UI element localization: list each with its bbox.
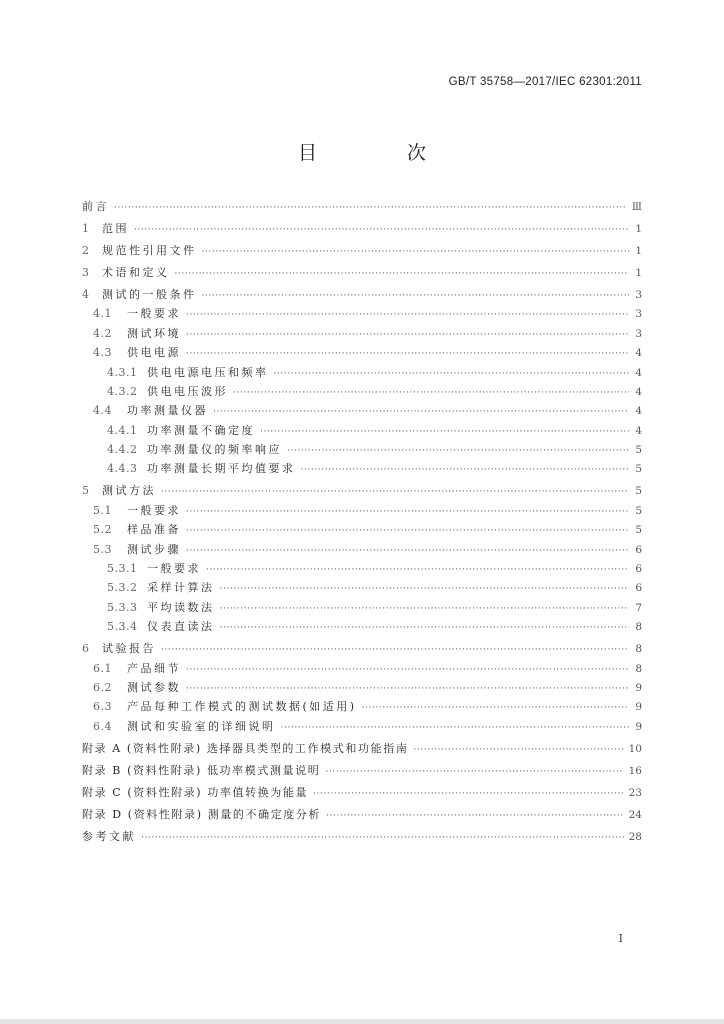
toc-entry-page: 8 xyxy=(635,621,642,634)
toc-entry-title: 附录 A (资料性附录) 选择器具类型的工作模式和功能指南 xyxy=(82,741,409,755)
toc-entry-number: 4.3.1 xyxy=(107,365,138,379)
toc-dot-leader xyxy=(186,542,629,561)
toc-entry-page: 6 xyxy=(635,543,642,556)
toc-entry[interactable] xyxy=(82,241,642,260)
standard-code: GB/T 35758—2017/IEC 62301:2011 xyxy=(448,76,642,88)
toc-entry-page: 8 xyxy=(635,662,642,675)
toc-entry[interactable] xyxy=(82,343,642,362)
toc-entry[interactable] xyxy=(82,739,642,758)
toc-entry-number: 5.3 xyxy=(93,542,112,556)
toc-entry-page: 4 xyxy=(635,424,642,437)
toc-entry-title: 附录 C (资料性附录) 功率值转换为能量 xyxy=(82,785,309,799)
toc-entry-page: 8 xyxy=(635,643,642,656)
toc-entry-title: 仪表直读法 xyxy=(147,620,215,634)
toc-entry-page: Ⅲ xyxy=(631,201,642,213)
toc-entry[interactable] xyxy=(82,459,642,478)
toc-entry-page: 5 xyxy=(635,504,642,517)
toc-dot-leader xyxy=(233,384,629,403)
toc-entry-title: 测试和实验室的详细说明 xyxy=(127,719,276,733)
toc-entry[interactable] xyxy=(82,520,642,539)
toc-dot-leader xyxy=(220,600,630,619)
toc-entry[interactable] xyxy=(82,598,642,617)
toc-entry-page: 1 xyxy=(635,222,642,235)
toc-entry[interactable] xyxy=(82,263,642,282)
toc-entry[interactable] xyxy=(82,324,642,343)
toc-entry-title: 测试方法 xyxy=(102,484,156,498)
toc-entry-number: 5.3.4 xyxy=(107,620,138,634)
toc-entry-number: 4.4.1 xyxy=(107,423,138,437)
toc-entry[interactable] xyxy=(82,219,642,238)
toc-entry-page: 4 xyxy=(635,366,642,379)
toc-entry-title: 参考文献 xyxy=(82,829,136,843)
page-number: I xyxy=(618,932,623,945)
toc-entry[interactable] xyxy=(82,440,642,459)
toc-entry-title: 功率测量仪的频率响应 xyxy=(147,443,282,457)
toc-entry-number: 4.2 xyxy=(93,326,112,340)
toc-entry-title: 供电电源电压和频率 xyxy=(147,365,269,379)
toc-dot-leader xyxy=(175,265,630,284)
toc-entry-title: 平均读数法 xyxy=(147,600,215,614)
toc-entry[interactable] xyxy=(82,678,642,697)
toc-entry-number: 4 xyxy=(82,287,90,301)
toc-entry[interactable] xyxy=(82,697,642,716)
toc-entry-number: 2 xyxy=(82,243,90,257)
toc-entry-title: 供电电源 xyxy=(127,346,181,360)
toc-dot-leader xyxy=(141,829,624,848)
toc-entry-title: 范围 xyxy=(102,221,129,235)
toc-entry-title: 产品每种工作模式的测试数据(如适用) xyxy=(127,700,357,714)
toc-dot-leader xyxy=(413,741,623,760)
toc-entry-page: 4 xyxy=(635,405,642,418)
toc-entry-number: 4.4.3 xyxy=(107,462,138,476)
toc-entry-page: 9 xyxy=(635,720,642,733)
toc-entry[interactable] xyxy=(82,827,642,846)
toc-entry-number: 5.3.2 xyxy=(107,581,138,595)
toc-entry-number: 5 xyxy=(82,484,90,498)
toc-entry-page: 7 xyxy=(635,601,642,614)
toc-dot-leader xyxy=(326,807,624,826)
toc-dot-leader xyxy=(325,763,623,782)
toc-entry-number: 6.2 xyxy=(93,680,112,694)
toc-dot-leader xyxy=(186,306,629,325)
toc-entry-title: 术语和定义 xyxy=(102,265,170,279)
toc-entry-number: 6.1 xyxy=(93,661,112,675)
toc-dot-leader xyxy=(220,580,630,599)
toc-entry-number: 5.3.3 xyxy=(107,600,138,614)
toc-dot-leader xyxy=(186,661,629,680)
toc-dot-leader xyxy=(287,442,629,461)
toc-entry[interactable] xyxy=(82,401,642,420)
toc-dot-leader xyxy=(202,287,630,306)
toc-entry-number: 4.4 xyxy=(93,404,112,418)
toc-dot-leader xyxy=(114,199,627,218)
toc-entry-title: 试验报告 xyxy=(102,642,156,656)
toc-entry[interactable] xyxy=(82,481,642,500)
toc-entry-page: 5 xyxy=(635,485,642,498)
toc-entry[interactable] xyxy=(82,761,642,780)
toc-entry-title: 产品细节 xyxy=(127,661,181,675)
toc-entry-number: 5.1 xyxy=(93,503,112,517)
toc-entry-page: 6 xyxy=(635,563,642,575)
toc-entry-number: 4.4.2 xyxy=(107,443,138,457)
toc-entry[interactable] xyxy=(82,617,642,636)
toc-entry[interactable] xyxy=(82,717,642,736)
toc-dot-leader xyxy=(134,221,629,240)
toc-dot-leader xyxy=(186,522,629,541)
table-of-contents xyxy=(82,197,642,846)
toc-dot-leader xyxy=(186,503,629,522)
toc-title: 目 次 xyxy=(297,142,469,164)
toc-entry[interactable] xyxy=(82,197,642,216)
toc-entry-title: 规范性引用文件 xyxy=(102,243,197,257)
toc-entry[interactable] xyxy=(82,559,642,578)
toc-entry-page: 5 xyxy=(635,444,642,457)
toc-dot-leader xyxy=(202,243,630,262)
toc-entry-page: 3 xyxy=(635,288,642,301)
toc-entry-title: 附录 B (资料性附录) 低功率模式测量说明 xyxy=(82,763,321,777)
toc-entry-number: 5.2 xyxy=(93,523,112,537)
toc-entry-title: 一般要求 xyxy=(127,307,181,321)
toc-entry-title: 前言 xyxy=(82,200,109,213)
toc-entry-number: 6.4 xyxy=(93,719,112,733)
toc-entry-page: 23 xyxy=(628,786,642,799)
toc-entry[interactable] xyxy=(82,805,642,824)
toc-dot-leader xyxy=(274,365,630,384)
toc-entry-number: 5.3.1 xyxy=(107,562,138,575)
toc-entry-title: 功率测量不确定度 xyxy=(147,423,255,437)
toc-dot-leader xyxy=(161,641,629,660)
toc-entry[interactable] xyxy=(82,363,642,382)
toc-entry-number: 3 xyxy=(82,265,90,279)
toc-entry-page: 1 xyxy=(635,244,642,257)
toc-entry-number: 4.3 xyxy=(93,346,112,360)
toc-entry-page: 5 xyxy=(635,463,642,476)
toc-entry-title: 供电电压波形 xyxy=(147,384,228,398)
toc-entry[interactable] xyxy=(82,382,642,401)
toc-entry-page: 6 xyxy=(635,582,642,595)
toc-entry-page: 28 xyxy=(628,830,642,843)
toc-entry-page: 1 xyxy=(635,266,642,279)
toc-entry-page: 5 xyxy=(635,524,642,537)
toc-entry-title: 测试步骤 xyxy=(127,542,181,556)
toc-entry[interactable] xyxy=(82,578,642,597)
toc-entry-page: 10 xyxy=(628,742,642,755)
toc-entry-title: 测试环境 xyxy=(127,326,181,340)
toc-entry-page: 9 xyxy=(635,681,642,694)
toc-entry-number: 1 xyxy=(82,221,90,235)
toc-entry-number: 6.3 xyxy=(93,700,112,714)
toc-entry[interactable] xyxy=(82,421,642,440)
toc-dot-leader xyxy=(301,461,630,480)
toc-dot-leader xyxy=(281,719,630,738)
toc-entry[interactable] xyxy=(82,304,642,323)
toc-dot-leader xyxy=(213,403,629,422)
toc-entry-number: 4.1 xyxy=(93,307,112,321)
toc-dot-leader xyxy=(260,423,629,442)
toc-entry-title: 样品准备 xyxy=(127,523,181,537)
toc-entry-title: 功率测量长期平均值要求 xyxy=(147,462,296,476)
toc-entry[interactable] xyxy=(82,659,642,678)
toc-dot-leader xyxy=(206,561,629,580)
toc-entry-title: 一般要求 xyxy=(127,503,181,517)
toc-entry-title: 测试的一般条件 xyxy=(102,287,197,301)
toc-entry-number: 4.3.2 xyxy=(107,384,138,398)
toc-entry-title: 一般要求 xyxy=(147,562,201,575)
toc-entry-page: 3 xyxy=(635,308,642,321)
toc-entry-page: 4 xyxy=(635,385,642,398)
toc-entry[interactable] xyxy=(82,285,642,304)
toc-entry-page: 3 xyxy=(635,327,642,340)
page-bottom-edge xyxy=(0,1019,724,1024)
toc-entry-page: 9 xyxy=(635,701,642,714)
toc-dot-leader xyxy=(313,785,624,804)
toc-entry[interactable] xyxy=(82,540,642,559)
toc-dot-leader xyxy=(220,619,630,638)
toc-entry-page: 4 xyxy=(635,347,642,360)
toc-entry-title: 附录 D (资料性附录) 测量的不确定度分析 xyxy=(82,807,322,821)
toc-dot-leader xyxy=(362,699,629,718)
toc-dot-leader xyxy=(186,326,629,345)
toc-entry-title: 测试参数 xyxy=(127,680,181,694)
toc-entry-title: 采样计算法 xyxy=(147,581,215,595)
toc-entry-title: 功率测量仪器 xyxy=(127,404,208,418)
toc-entry[interactable] xyxy=(82,639,642,658)
toc-entry[interactable] xyxy=(82,501,642,520)
toc-entry-page: 16 xyxy=(628,764,642,777)
toc-dot-leader xyxy=(161,483,629,502)
toc-entry-number: 6 xyxy=(82,642,90,656)
toc-entry[interactable] xyxy=(82,783,642,802)
toc-entry-page: 24 xyxy=(628,808,642,821)
